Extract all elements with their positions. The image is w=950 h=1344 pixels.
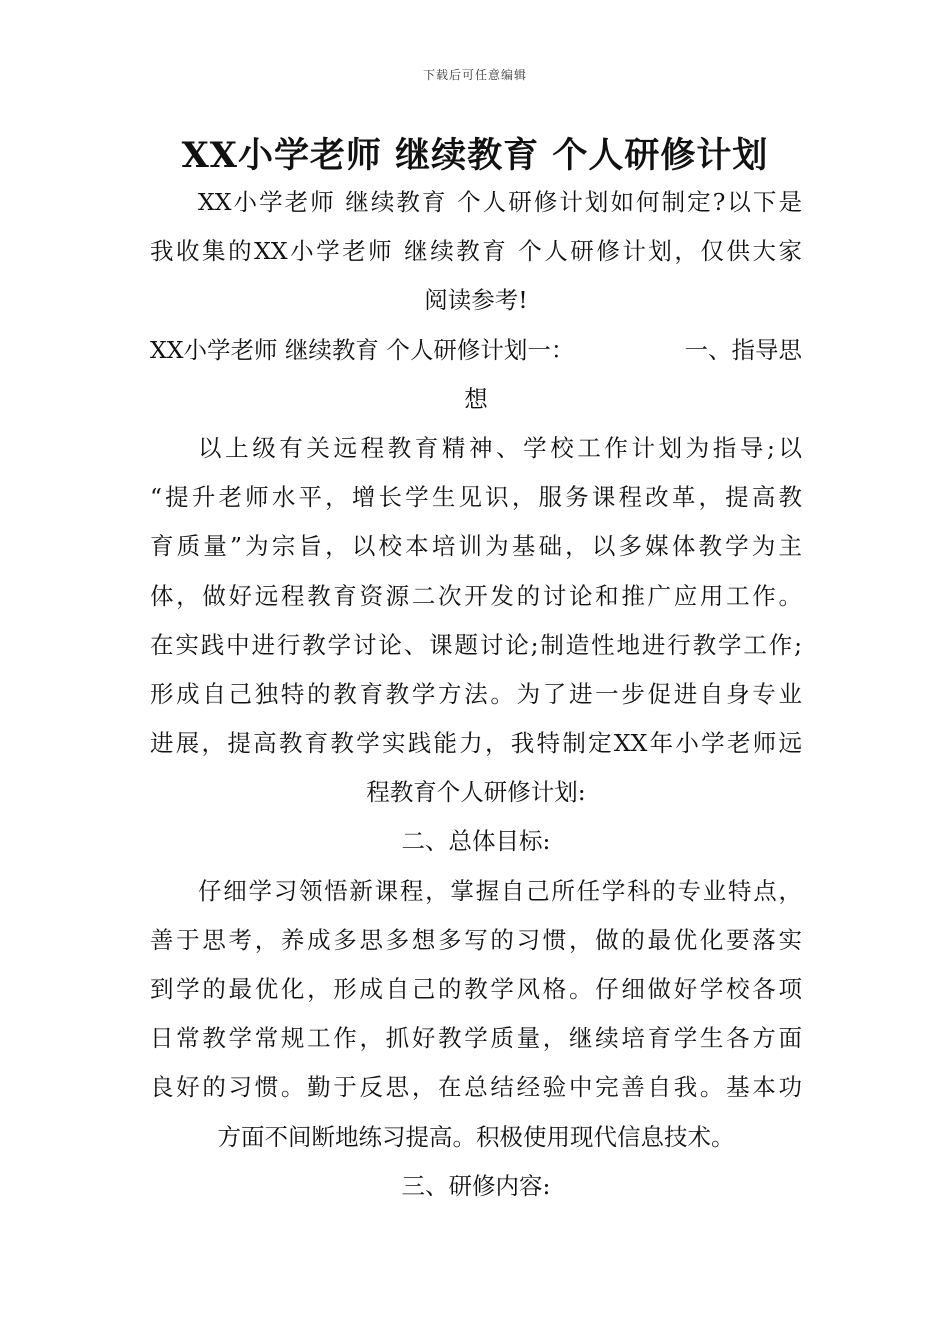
text-line: XX小学老师 继续教育 个人研修计划如何制定?以下是 [198, 188, 802, 216]
text-line: 进展，提高教育教学实践能力，我特制定XX年小学老师远 [150, 729, 802, 758]
text-line: 方面不间断地练习提高。积极使用现代信息技术。 [217, 1122, 735, 1151]
text-line: 以上级有关远程教育精神、学校工作计划为指导;以 [198, 433, 802, 462]
text-line [150, 326, 802, 375]
text-line: 善于思考，养成多思多想多写的习惯，做的最优化要落实 [150, 925, 802, 954]
section-heading-2: 二、总体目标: [401, 827, 551, 856]
text-line: 我收集的XX小学老师 继续教育 个人研修计划，仅供大家 [150, 237, 802, 266]
document-title: XX小学老师 继续教育 个人研修计划 [181, 135, 769, 176]
section-heading-3: 三、研修内容: [401, 1171, 551, 1200]
text-line: 形成自己独特的教育教学方法。为了进一步促进自身专业 [150, 679, 802, 708]
text-line: 育质量”为宗旨，以校本培训为基础，以多媒体教学为主 [150, 532, 802, 561]
document-body [150, 178, 802, 1211]
text-line: 良好的习惯。勤于反思，在总结经验中完善自我。基本功 [150, 1073, 802, 1102]
text-line: 阅读参考! [424, 286, 528, 315]
text-line: 仔细学习领悟新课程，掌握自己所任学科的专业特点， [198, 876, 802, 905]
text-line: 日常教学常规工作，抓好教学质量，继续培育学生各方面 [150, 1024, 802, 1053]
text-line: 到学的最优化，形成自己的教学风格。仔细做好学校各项 [150, 975, 802, 1003]
header-note: 下载后可任意编辑 [422, 68, 527, 82]
text-line: 程教育个人研修计划: [366, 778, 586, 807]
section-lead: XX小学老师 继续教育 个人研修计划一： [150, 335, 575, 364]
section-heading-1: 一、指导思 [684, 335, 802, 364]
text-line: 在实践中进行教学讨论、课题讨论;制造性地进行教学工作; [150, 630, 802, 659]
text-line: “提升老师水平，增长学生见识，服务课程改革，提高教 [150, 483, 802, 512]
text-line: 想 [464, 384, 488, 413]
text-line: 体，做好远程教育资源二次开发的讨论和推广应用工作。 [150, 581, 802, 610]
